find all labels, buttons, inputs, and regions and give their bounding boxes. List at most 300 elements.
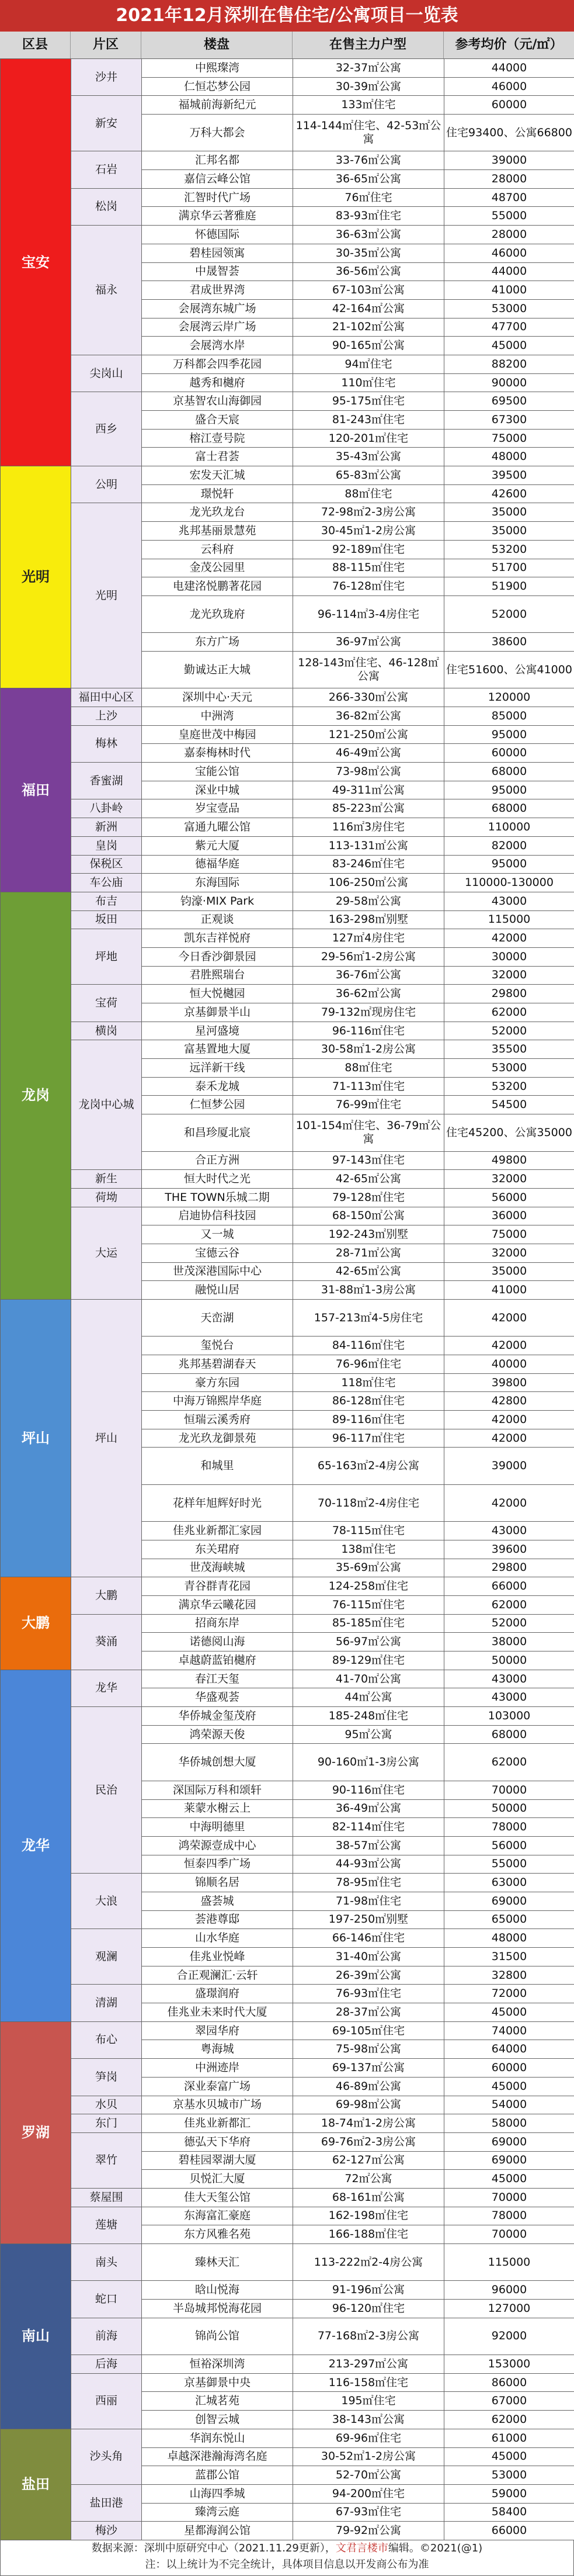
footer-publisher: 文君言楼市 xyxy=(335,2542,388,2554)
project-cell: 东关珺府 xyxy=(142,1540,293,1559)
table-row xyxy=(1,2188,574,2207)
layout-cell: 30-35㎡公寓 xyxy=(293,244,444,262)
project-cell: 钧濠·MIX Park xyxy=(142,892,293,910)
layout-cell: 76-99㎡住宅 xyxy=(293,1096,444,1114)
layout-cell: 29-56㎡1-2房公寓 xyxy=(293,947,444,966)
project-cell: 恒裕深圳湾 xyxy=(142,2355,293,2374)
price-cell: 61000 xyxy=(444,2429,574,2447)
layout-cell: 79-92㎡公寓 xyxy=(293,2522,444,2540)
layout-cell: 71-98㎡住宅 xyxy=(293,1892,444,1910)
price-cell: 90000 xyxy=(444,373,574,392)
project-cell: 京基御景半山 xyxy=(142,1003,293,1022)
price-cell: 65000 xyxy=(444,1910,574,1929)
layout-cell: 66-146㎡住宅 xyxy=(293,1929,444,1948)
price-cell: 103000 xyxy=(444,1707,574,1726)
table-row xyxy=(1,96,574,115)
price-cell: 78000 xyxy=(444,2207,574,2225)
price-cell: 39800 xyxy=(444,1373,574,1392)
layout-cell: 28-71㎡公寓 xyxy=(293,1244,444,1262)
price-cell: 68000 xyxy=(444,1725,574,1744)
layout-cell: 97-143㎡住宅 xyxy=(293,1151,444,1170)
project-cell: 天峦湖 xyxy=(142,1300,293,1337)
project-cell: 东海国际 xyxy=(142,874,293,892)
layout-cell: 36-56㎡公寓 xyxy=(293,262,444,281)
layout-cell: 70-118㎡2-4房住宅 xyxy=(293,1484,444,1521)
layout-cell: 197-250㎡别墅 xyxy=(293,1910,444,1929)
layout-cell: 77-168㎡2-3房公寓 xyxy=(293,2318,444,2355)
project-cell: 璟悦轩 xyxy=(142,484,293,503)
layout-cell: 106-250㎡公寓 xyxy=(293,874,444,892)
area-cell: 南头 xyxy=(71,2244,142,2281)
district-cell: 南山 xyxy=(1,2244,71,2429)
table-row xyxy=(1,892,574,910)
layout-cell: 124-258㎡住宅 xyxy=(293,1577,444,1596)
layout-cell: 121-250㎡公寓 xyxy=(293,725,444,744)
layout-cell: 85-185㎡住宅 xyxy=(293,1614,444,1633)
price-cell: 51700 xyxy=(444,559,574,577)
table-row xyxy=(1,836,574,855)
project-cell: 春江天玺 xyxy=(142,1670,293,1688)
table-row xyxy=(1,151,574,170)
project-cell: 万科都会四季花园 xyxy=(142,355,293,373)
layout-cell: 36-49㎡公寓 xyxy=(293,1799,444,1818)
price-cell: 127000 xyxy=(444,2300,574,2318)
layout-cell: 38-143㎡公寓 xyxy=(293,2411,444,2429)
price-cell: 45000 xyxy=(444,2077,574,2096)
price-cell: 住宅93400、公寓66800 xyxy=(444,115,574,151)
project-cell: 君成世界湾 xyxy=(142,281,293,300)
layout-cell: 42-164㎡公寓 xyxy=(293,299,444,318)
area-cell: 香蜜湖 xyxy=(71,763,142,799)
table-row xyxy=(1,503,574,522)
layout-cell: 31-40㎡公寓 xyxy=(293,1948,444,1966)
area-cell: 保税区 xyxy=(71,855,142,874)
layout-cell: 72㎡公寓 xyxy=(293,2170,444,2189)
district-cell: 福田 xyxy=(1,688,71,892)
project-cell: 盛璟润府 xyxy=(142,1985,293,2003)
project-cell: 东方风雅名苑 xyxy=(142,2225,293,2244)
layout-cell: 36-82㎡公寓 xyxy=(293,707,444,726)
table-row xyxy=(1,2132,574,2151)
area-cell: 西丽 xyxy=(71,2373,142,2429)
project-cell: 兆邦基碧湖春天 xyxy=(142,1355,293,1374)
project-cell: 嘉泰梅林时代 xyxy=(142,744,293,763)
project-cell: 招商东岸 xyxy=(142,1614,293,1633)
price-cell: 45000 xyxy=(444,2447,574,2466)
price-cell: 53000 xyxy=(444,2466,574,2485)
project-cell: 京基智农山海御园 xyxy=(142,392,293,411)
project-cell: 合正方洲 xyxy=(142,1151,293,1170)
price-cell: 60000 xyxy=(444,744,574,763)
price-cell: 64000 xyxy=(444,2040,574,2059)
table-row xyxy=(1,1614,574,1633)
layout-cell: 69-96㎡住宅 xyxy=(293,2429,444,2447)
area-cell: 大浪 xyxy=(71,1874,142,1929)
table-row xyxy=(1,1670,574,1688)
area-cell: 西乡 xyxy=(71,392,142,466)
price-cell: 35000 xyxy=(444,1262,574,1281)
price-cell: 52000 xyxy=(444,595,574,632)
area-cell: 沙井 xyxy=(71,59,142,96)
price-cell: 70000 xyxy=(444,1781,574,1799)
project-cell: 荟港尊邸 xyxy=(142,1910,293,1929)
area-cell: 石岩 xyxy=(71,151,142,188)
table-row xyxy=(1,2355,574,2374)
table-row xyxy=(1,2318,574,2355)
project-cell: 怀德国际 xyxy=(142,226,293,244)
project-cell: 仁恒梦公园 xyxy=(142,1096,293,1114)
area-cell: 蛇口 xyxy=(71,2281,142,2318)
project-cell: 嘉信云峰公馆 xyxy=(142,170,293,189)
layout-cell: 96-117㎡住宅 xyxy=(293,1429,444,1448)
price-cell: 41000 xyxy=(444,1281,574,1300)
project-cell: 深业泰富广场 xyxy=(142,2077,293,2096)
project-cell: 鸿荣源天俊 xyxy=(142,1725,293,1744)
price-cell: 53200 xyxy=(444,540,574,559)
header-project: 楼盘 xyxy=(141,32,293,58)
price-cell: 48000 xyxy=(444,1929,574,1948)
project-cell: 正观谈 xyxy=(142,910,293,929)
price-cell: 42800 xyxy=(444,1392,574,1411)
project-cell: 榕江壹号院 xyxy=(142,429,293,448)
district-cell: 坪山 xyxy=(1,1300,71,1577)
price-cell: 66000 xyxy=(444,1577,574,1596)
project-cell: 华润东悦山 xyxy=(142,2429,293,2447)
layout-cell: 44㎡公寓 xyxy=(293,1688,444,1707)
layout-cell: 56-97㎡公寓 xyxy=(293,1633,444,1651)
area-cell: 后海 xyxy=(71,2355,142,2374)
project-cell: 臻林天汇 xyxy=(142,2244,293,2281)
header-layout: 在售主力户型 xyxy=(293,32,444,58)
project-cell: 贝悦汇大厦 xyxy=(142,2170,293,2189)
area-cell: 新洲 xyxy=(71,818,142,837)
price-cell: 75000 xyxy=(444,429,574,448)
area-cell: 莲塘 xyxy=(71,2207,142,2243)
project-cell: 仁恒芯梦公园 xyxy=(142,77,293,96)
project-cell: 深国际万科和颂轩 xyxy=(142,1781,293,1799)
price-cell: 95000 xyxy=(444,725,574,744)
layout-cell: 133㎡住宅 xyxy=(293,96,444,115)
layout-cell: 18-74㎡1-2房公寓 xyxy=(293,2114,444,2133)
layout-cell: 41-70㎡公寓 xyxy=(293,1670,444,1688)
price-cell: 44000 xyxy=(444,59,574,78)
area-cell: 坂田 xyxy=(71,910,142,929)
project-cell: 宏发天汇城 xyxy=(142,466,293,485)
price-cell: 42000 xyxy=(444,1429,574,1448)
project-cell: 岁宝壹品 xyxy=(142,799,293,818)
project-cell: 华侨城创想大厦 xyxy=(142,1744,293,1781)
project-cell: 山水华庭 xyxy=(142,1929,293,1948)
project-cell: 锦顺名居 xyxy=(142,1874,293,1892)
price-cell: 110000 xyxy=(444,818,574,837)
layout-cell: 69-137㎡公寓 xyxy=(293,2059,444,2078)
price-cell: 53200 xyxy=(444,1077,574,1096)
price-cell: 32000 xyxy=(444,1244,574,1262)
project-cell: 和城里 xyxy=(142,1448,293,1484)
area-cell: 坪山 xyxy=(71,1300,142,1577)
price-cell: 69000 xyxy=(444,2132,574,2151)
project-cell: 云科府 xyxy=(142,540,293,559)
district-cell: 龙华 xyxy=(1,1670,71,2021)
area-cell: 车公庙 xyxy=(71,874,142,892)
price-cell: 49800 xyxy=(444,1151,574,1170)
price-cell: 60000 xyxy=(444,96,574,115)
project-cell: 紫元大厦 xyxy=(142,836,293,855)
project-cell: 汇邦名都 xyxy=(142,151,293,170)
layout-cell: 90-160㎡1-3房公寓 xyxy=(293,1744,444,1781)
table-row xyxy=(1,1577,574,1596)
project-cell: 世茂海峡城 xyxy=(142,1559,293,1577)
project-cell: 中海明德里 xyxy=(142,1818,293,1837)
area-cell: 八卦岭 xyxy=(71,799,142,818)
district-cell: 大鹏 xyxy=(1,1577,71,1670)
price-cell: 39000 xyxy=(444,1448,574,1484)
project-cell: 佳兆业新都汇家园 xyxy=(142,1522,293,1540)
project-cell: 富基置地大厦 xyxy=(142,1040,293,1059)
price-cell: 36000 xyxy=(444,1207,574,1225)
project-cell: 深圳中心·天元 xyxy=(142,688,293,707)
header-district: 区县 xyxy=(0,32,71,58)
price-cell: 66000 xyxy=(444,2522,574,2540)
layout-cell: 30-39㎡公寓 xyxy=(293,77,444,96)
price-cell: 38600 xyxy=(444,633,574,652)
price-cell: 44000 xyxy=(444,262,574,281)
layout-cell: 32-37㎡公寓 xyxy=(293,59,444,78)
price-cell: 42000 xyxy=(444,1484,574,1521)
price-cell: 48700 xyxy=(444,188,574,207)
layout-cell: 78-115㎡住宅 xyxy=(293,1522,444,1540)
layout-cell: 36-63㎡公寓 xyxy=(293,226,444,244)
layout-cell: 96-116㎡住宅 xyxy=(293,1022,444,1040)
area-cell: 水贝 xyxy=(71,2096,142,2114)
layout-cell: 76-96㎡住宅 xyxy=(293,1355,444,1374)
table-row xyxy=(1,1300,574,1337)
table-row xyxy=(1,2484,574,2503)
layout-cell: 28-37㎡公寓 xyxy=(293,2003,444,2022)
project-cell: 会展湾水岸 xyxy=(142,337,293,355)
layout-cell: 163-298㎡别墅 xyxy=(293,910,444,929)
project-cell: 又一城 xyxy=(142,1225,293,1244)
layout-cell: 116㎡3房住宅 xyxy=(293,818,444,837)
price-cell: 55000 xyxy=(444,207,574,226)
table-row xyxy=(1,466,574,485)
project-cell: 晗山悦海 xyxy=(142,2281,293,2300)
layout-cell: 79-132㎡现房住宅 xyxy=(293,1003,444,1022)
price-cell: 96000 xyxy=(444,2281,574,2300)
area-cell: 尖岗山 xyxy=(71,355,142,392)
layout-cell: 90-116㎡住宅 xyxy=(293,1781,444,1799)
area-cell: 蔡屋围 xyxy=(71,2188,142,2207)
price-cell: 78000 xyxy=(444,1818,574,1837)
table-row xyxy=(1,688,574,707)
layout-cell: 69-76㎡2-3房公寓 xyxy=(293,2132,444,2151)
price-cell: 43000 xyxy=(444,892,574,910)
footer-note: 注：以上统计为不完全统计，具体项目信息以开发商公布为准 xyxy=(145,2558,429,2571)
area-cell: 观澜 xyxy=(71,1929,142,1985)
layout-cell: 113-131㎡公寓 xyxy=(293,836,444,855)
area-cell: 上沙 xyxy=(71,707,142,726)
table-row xyxy=(1,2207,574,2225)
project-cell: 君胜熙瑞台 xyxy=(142,966,293,985)
project-cell: 花样年旭辉好时光 xyxy=(142,1484,293,1521)
layout-cell: 36-62㎡公寓 xyxy=(293,985,444,1003)
table-row xyxy=(1,2244,574,2281)
price-cell: 70000 xyxy=(444,2188,574,2207)
price-cell: 54500 xyxy=(444,1096,574,1114)
layout-cell: 127㎡4房住宅 xyxy=(293,929,444,948)
price-cell: 32000 xyxy=(444,1170,574,1189)
layout-cell: 128-143㎡住宅、46-128㎡公寓 xyxy=(293,651,444,688)
layout-cell: 72-98㎡2-3房公寓 xyxy=(293,503,444,522)
district-cell: 罗湖 xyxy=(1,2021,71,2243)
footer-source: 数据来源：深圳中原研究中心（2021.11.29更新），文君言楼市编辑。©2021(@1) xyxy=(91,2542,483,2554)
price-cell: 153000 xyxy=(444,2355,574,2374)
table-row xyxy=(1,2114,574,2133)
price-cell: 60000 xyxy=(444,2059,574,2078)
layout-cell: 49-311㎡公寓 xyxy=(293,781,444,799)
area-cell: 沙头角 xyxy=(71,2429,142,2484)
layout-cell: 195㎡住宅 xyxy=(293,2392,444,2411)
price-cell: 42600 xyxy=(444,484,574,503)
footer xyxy=(0,2540,574,2576)
price-cell: 42000 xyxy=(444,1300,574,1337)
price-cell: 95000 xyxy=(444,781,574,799)
layout-cell: 157-213㎡4-5房住宅 xyxy=(293,1300,444,1337)
layout-cell: 94㎡住宅 xyxy=(293,355,444,373)
area-cell: 皇岗 xyxy=(71,836,142,855)
area-cell: 布吉 xyxy=(71,892,142,910)
project-cell: 满京华云曦花园 xyxy=(142,1595,293,1614)
project-cell: 福城前海新纪元 xyxy=(142,96,293,115)
layout-cell: 65-163㎡2-4房公寓 xyxy=(293,1448,444,1484)
price-cell: 48000 xyxy=(444,448,574,466)
layout-cell: 76-93㎡住宅 xyxy=(293,1985,444,2003)
project-cell: 远洋新干线 xyxy=(142,1059,293,1078)
project-cell: 皇庭世茂中梅园 xyxy=(142,725,293,744)
table-row xyxy=(1,2281,574,2300)
layout-cell: 213-297㎡公寓 xyxy=(293,2355,444,2374)
layout-cell: 138㎡住宅 xyxy=(293,1540,444,1559)
project-cell: 臻湾云庭 xyxy=(142,2503,293,2522)
project-cell: 碧桂园领寓 xyxy=(142,244,293,262)
area-cell: 龙岗中心城 xyxy=(71,1040,142,1170)
project-cell: 勤诚达正大城 xyxy=(142,651,293,688)
area-cell: 福田中心区 xyxy=(71,688,142,707)
layout-cell: 31-88㎡1-3房公寓 xyxy=(293,1281,444,1300)
area-cell: 笋岗 xyxy=(71,2059,142,2096)
layout-cell: 94-200㎡住宅 xyxy=(293,2484,444,2503)
layout-cell: 86-128㎡住宅 xyxy=(293,1392,444,1411)
table-row xyxy=(1,929,574,948)
price-cell: 35000 xyxy=(444,522,574,541)
price-cell: 43000 xyxy=(444,1670,574,1688)
price-cell: 62000 xyxy=(444,1595,574,1614)
area-cell: 大运 xyxy=(71,1207,142,1299)
district-cell: 宝安 xyxy=(1,59,71,466)
layout-cell: 96-114㎡3-4房住宅 xyxy=(293,595,444,632)
table-row xyxy=(1,1929,574,1948)
layout-cell: 81-243㎡住宅 xyxy=(293,411,444,430)
price-cell: 52000 xyxy=(444,1614,574,1633)
table-row xyxy=(1,1022,574,1040)
project-cell: 会展湾云岸广场 xyxy=(142,318,293,337)
project-cell: 豪方东园 xyxy=(142,1373,293,1392)
price-cell: 95000 xyxy=(444,855,574,874)
area-cell: 梅沙 xyxy=(71,2522,142,2540)
layout-cell: 36-65㎡公寓 xyxy=(293,170,444,189)
price-cell: 67000 xyxy=(444,2392,574,2411)
price-cell: 29800 xyxy=(444,985,574,1003)
project-cell: 京基御景中央 xyxy=(142,2373,293,2392)
price-cell: 31500 xyxy=(444,1948,574,1966)
price-cell: 82000 xyxy=(444,836,574,855)
layout-cell: 101-154㎡住宅、36-79㎡公寓 xyxy=(293,1114,444,1151)
price-cell: 54000 xyxy=(444,2096,574,2114)
table-row xyxy=(1,1188,574,1207)
area-cell: 宝荷 xyxy=(71,985,142,1022)
project-cell: 电建洺悦鹏著花园 xyxy=(142,577,293,596)
layout-cell: 85-223㎡公寓 xyxy=(293,799,444,818)
layout-cell: 44-93㎡公寓 xyxy=(293,1855,444,1874)
project-cell: 恒瑞云溪秀府 xyxy=(142,1411,293,1429)
layout-cell: 67-93㎡住宅 xyxy=(293,2503,444,2522)
project-cell: 中晟智荟 xyxy=(142,262,293,281)
layout-cell: 33-76㎡公寓 xyxy=(293,151,444,170)
table-row xyxy=(1,1985,574,2003)
price-cell: 住宅45200、公寓35000 xyxy=(444,1114,574,1151)
price-cell: 43000 xyxy=(444,1522,574,1540)
layout-cell: 42-65㎡公寓 xyxy=(293,1262,444,1281)
price-cell: 56000 xyxy=(444,1188,574,1207)
project-cell: 山海四季城 xyxy=(142,2484,293,2503)
price-cell: 56000 xyxy=(444,1836,574,1855)
price-cell: 67300 xyxy=(444,411,574,430)
project-cell: 恒大悦樾园 xyxy=(142,985,293,1003)
project-cell: 世茂深港国际中心 xyxy=(142,1262,293,1281)
price-cell: 43000 xyxy=(444,1688,574,1707)
area-cell: 翠竹 xyxy=(71,2132,142,2188)
layout-cell: 82-114㎡住宅 xyxy=(293,1818,444,1837)
project-cell: 盛合天宸 xyxy=(142,411,293,430)
project-cell: 宝德云谷 xyxy=(142,1244,293,1262)
layout-cell: 46-49㎡公寓 xyxy=(293,744,444,763)
project-cell: 卓越深港瀚海湾名庭 xyxy=(142,2447,293,2466)
project-cell: 粤海城 xyxy=(142,2040,293,2059)
price-cell: 39500 xyxy=(444,466,574,485)
project-cell: 东海富汇豪庭 xyxy=(142,2207,293,2225)
project-cell: 玺悦台 xyxy=(142,1337,293,1355)
table-row xyxy=(1,1207,574,1225)
area-cell: 坪地 xyxy=(71,929,142,985)
price-cell: 92000 xyxy=(444,2318,574,2355)
layout-cell: 38-57㎡公寓 xyxy=(293,1836,444,1855)
price-cell: 74000 xyxy=(444,2021,574,2040)
project-cell: 半岛城邦悦海花园 xyxy=(142,2300,293,2318)
table-row xyxy=(1,855,574,874)
project-cell: 兆邦基丽景慧苑 xyxy=(142,522,293,541)
project-cell: 华侨城金玺茂府 xyxy=(142,1707,293,1726)
price-cell: 58000 xyxy=(444,2114,574,2133)
price-cell: 63000 xyxy=(444,1874,574,1892)
price-cell: 58400 xyxy=(444,2503,574,2522)
layout-cell: 35-69㎡公寓 xyxy=(293,1559,444,1577)
price-cell: 45000 xyxy=(444,2003,574,2022)
price-cell: 55000 xyxy=(444,1855,574,1874)
table-row xyxy=(1,763,574,781)
layout-cell: 46-89㎡公寓 xyxy=(293,2077,444,2096)
price-cell: 68000 xyxy=(444,799,574,818)
header-price: 参考均价（元/㎡） xyxy=(444,32,574,58)
